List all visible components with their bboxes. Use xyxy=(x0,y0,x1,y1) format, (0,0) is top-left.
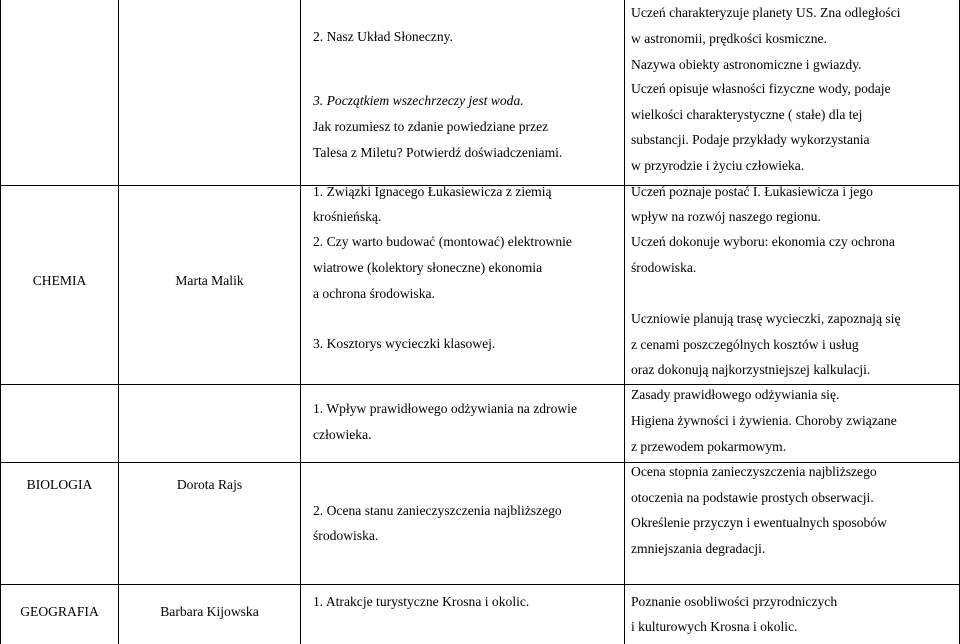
topic-text: 2. Ocena stanu zanieczyszczenia najbliższego xyxy=(313,503,562,518)
outcome-text: Poznanie osobliwości przyrodniczych xyxy=(631,594,838,609)
outcome-text: zmniejszania degradacji. xyxy=(631,541,766,556)
topic-text: 1. Wpływ prawidłowego odżywiania na zdrowie xyxy=(313,401,577,416)
outcome-text: Uczeń opisuje własności fizyczne wody, podaje xyxy=(631,81,891,96)
outcome-text: Uczniowie planują trasę wycieczki, zapoznają się xyxy=(631,311,901,326)
topic-text: 1. Związki Ignacego Łukasiewicza z ziemią xyxy=(313,184,552,199)
column-divider xyxy=(118,0,119,644)
outcome-text: wielkości charakterystyczne ( stałe) dla tej xyxy=(631,107,863,122)
teacher-name: Marta Malik xyxy=(175,273,244,288)
outcome-text: w przyrodzie i życiu człowieka. xyxy=(631,158,805,173)
topic-text: człowieka. xyxy=(313,427,372,442)
topic-text: Talesa z Miletu? Potwierdź doświadczeniami. xyxy=(313,145,563,160)
outcome-text: Zasady prawidłowego odżywiania się. xyxy=(631,387,840,402)
outcome-text: z cenami poszczególnych kosztów i usług xyxy=(631,337,859,352)
outcome-text: oraz dokonują najkorzystniejszej kalkulacji. xyxy=(631,362,871,377)
teacher-name: Barbara Kijowska xyxy=(160,604,259,619)
outcome-text: substancji. Podaje przykłady wykorzystania xyxy=(631,132,870,147)
topic-text: 1. Atrakcje turystyczne Krosna i okolic. xyxy=(313,594,530,609)
row-divider xyxy=(0,384,960,385)
topic-text: 3. Początkiem wszechrzeczy jest woda. xyxy=(313,93,524,108)
outcome-text: z przewodem pokarmowym. xyxy=(631,439,787,454)
teacher-name: Dorota Rajs xyxy=(176,477,243,492)
outcome-text: środowiska. xyxy=(631,260,697,275)
column-divider xyxy=(624,0,625,644)
subject-name: BIOLOGIA xyxy=(26,477,93,492)
outcome-text: Uczeń poznaje postać I. Łukasiewicza i jego xyxy=(631,184,873,199)
row-divider xyxy=(0,584,960,585)
topic-text: 3. Kosztorys wycieczki klasowej. xyxy=(313,336,496,351)
topic-text: a ochrona środowiska. xyxy=(313,286,435,301)
outcome-text: Uczeń dokonuje wyboru: ekonomia czy ochrona xyxy=(631,234,895,249)
topic-text: 2. Czy warto budować (montować) elektrownie xyxy=(313,234,572,249)
topic-text: 2. Nasz Układ Słoneczny. xyxy=(313,29,453,44)
topic-text: wiatrowe (kolektory słoneczne) ekonomia xyxy=(313,260,543,275)
row-divider xyxy=(0,462,960,463)
outcome-text: i kulturowych Krosna i okolic. xyxy=(631,619,798,634)
topic-text: Jak rozumiesz to zdanie powiedziane przez xyxy=(313,119,549,134)
outcome-text: Nazywa obiekty astronomiczne i gwiazdy. xyxy=(631,57,862,72)
column-divider xyxy=(0,0,1,644)
topic-text: krośnieńską. xyxy=(313,209,382,224)
subject-name: GEOGRAFIA xyxy=(20,604,99,619)
outcome-text: Określenie przyczyn i ewentualnych sposobów xyxy=(631,515,887,530)
outcome-text: otoczenia na podstawie prostych obserwacji. xyxy=(631,490,874,505)
topic-text: środowiska. xyxy=(313,528,379,543)
outcome-text: Higiena żywności i żywienia. Choroby związane xyxy=(631,413,897,428)
outcome-text: wpływ na rozwój naszego regionu. xyxy=(631,209,821,224)
outcome-text: Uczeń charakteryzuje planety US. Zna odległości xyxy=(631,5,901,20)
subject-name: CHEMIA xyxy=(32,273,87,288)
outcome-text: w astronomii, prędkości kosmiczne. xyxy=(631,31,827,46)
outcome-text: Ocena stopnia zanieczyszczenia najbliższego xyxy=(631,464,877,479)
column-divider xyxy=(300,0,301,644)
